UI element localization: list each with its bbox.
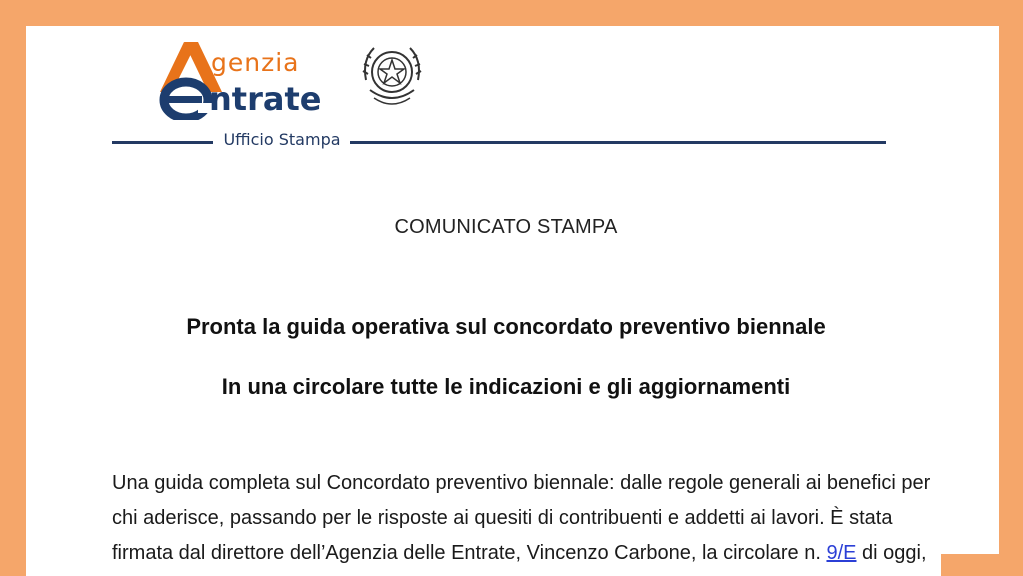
circular-link[interactable]: 9/E (826, 542, 857, 564)
header-rule-left (112, 141, 213, 144)
press-release-title: Pronta la guida operativa sul concordato preventivo biennale (186, 314, 826, 339)
department-label: Ufficio Stampa (223, 130, 341, 149)
body-line-text: firmata dal direttore dell’Agenzia delle Entrate, Vincenzo Carbone, la circolare n. (112, 542, 827, 564)
logo-word-genzia: genzia (211, 48, 300, 77)
press-release-kicker: COMUNICATO STAMPA (394, 216, 618, 238)
body-line (112, 536, 927, 571)
header-rule-right (350, 141, 886, 144)
press-release-body (112, 466, 931, 571)
frame-right (999, 0, 1023, 576)
agenzia-entrate-logo (154, 40, 394, 132)
body-line: chi aderisce, passando per le risposte ai quesiti di contribuenti e addetti ai lavori. È stata (112, 507, 893, 529)
logo-word-ntrate: ntrate (209, 80, 322, 118)
press-release-subtitle: In una circolare tutte le indicazioni e gli aggiornamenti (221, 374, 791, 399)
document-page (26, 26, 999, 576)
frame-bottom-right (941, 554, 1023, 576)
body-line-text: di oggi, (856, 542, 927, 564)
italian-republic-emblem-icon (360, 40, 424, 112)
body-line: Una guida completa sul Concordato preventivo biennale: dalle regole generali ai benefici per (112, 472, 931, 494)
frame-left (0, 0, 26, 576)
frame-top (0, 0, 1023, 26)
